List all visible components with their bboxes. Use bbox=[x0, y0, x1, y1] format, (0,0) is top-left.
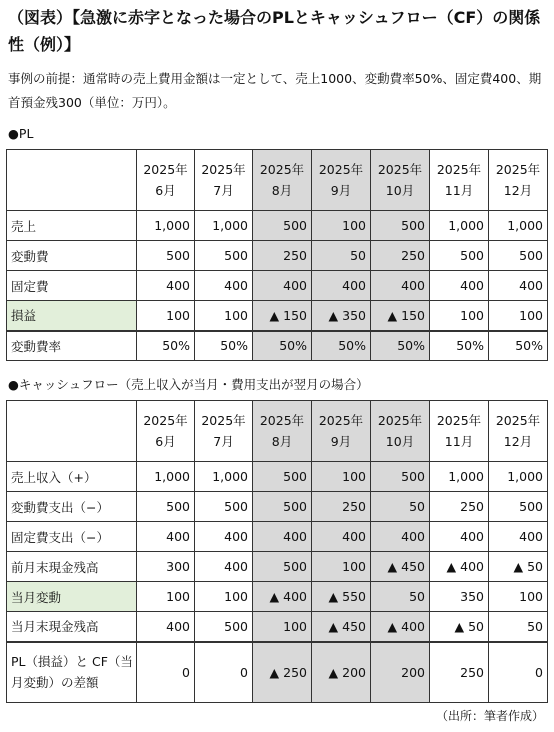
cell: 250 bbox=[312, 492, 371, 522]
cell: 50 bbox=[371, 492, 430, 522]
cell: 500 bbox=[253, 552, 312, 582]
cell: 400 bbox=[253, 271, 312, 301]
cell: ▲ 150 bbox=[371, 301, 430, 331]
cell: ▲ 400 bbox=[253, 582, 312, 612]
cf-header-dec: 2025年 12月 bbox=[489, 401, 548, 462]
row-label: 売上収入（+） bbox=[7, 462, 137, 492]
cf-header-nov: 2025年 11月 bbox=[430, 401, 489, 462]
cell: ▲ 450 bbox=[371, 552, 430, 582]
cell: ▲ 50 bbox=[489, 552, 548, 582]
cell: 350 bbox=[430, 582, 489, 612]
cell: 500 bbox=[253, 211, 312, 241]
cell: ▲ 450 bbox=[312, 612, 371, 642]
cell: ▲ 150 bbox=[253, 301, 312, 331]
pl-header-dec: 2025年 12月 bbox=[489, 150, 548, 211]
cell: ▲ 50 bbox=[430, 612, 489, 642]
cell: 400 bbox=[137, 522, 195, 552]
cell: 1,000 bbox=[489, 462, 548, 492]
cf-header-jul: 2025年 7月 bbox=[195, 401, 253, 462]
cell: 300 bbox=[137, 552, 195, 582]
cf-row-pl-cf-difference bbox=[7, 642, 548, 703]
cell: 1,000 bbox=[430, 462, 489, 492]
cell: 50% bbox=[489, 331, 548, 361]
cf-row-variable-cost-out bbox=[7, 492, 548, 522]
cell: 100 bbox=[430, 301, 489, 331]
cell: 100 bbox=[253, 612, 312, 642]
pl-header-corner bbox=[7, 150, 137, 211]
row-label: 固定費 bbox=[7, 271, 137, 301]
cell: 250 bbox=[430, 492, 489, 522]
cf-header-row bbox=[7, 401, 548, 462]
pl-header-jun: 2025年 6月 bbox=[137, 150, 195, 211]
cell: 50 bbox=[312, 241, 371, 271]
cell: 50% bbox=[430, 331, 489, 361]
cell: 50% bbox=[195, 331, 253, 361]
cell: 500 bbox=[195, 492, 253, 522]
cell: ▲ 200 bbox=[312, 642, 371, 703]
cell: 100 bbox=[195, 582, 253, 612]
cf-header-sep: 2025年 9月 bbox=[312, 401, 371, 462]
row-label: 固定費支出（−） bbox=[7, 522, 137, 552]
pl-header-row bbox=[7, 150, 548, 211]
cell: 400 bbox=[489, 271, 548, 301]
row-label: 当月変動 bbox=[7, 582, 137, 612]
cell: ▲ 250 bbox=[253, 642, 312, 703]
cell: 500 bbox=[371, 462, 430, 492]
cell: 500 bbox=[195, 612, 253, 642]
cell: ▲ 400 bbox=[430, 552, 489, 582]
cf-header-corner bbox=[7, 401, 137, 462]
row-label: 変動費支出（−） bbox=[7, 492, 137, 522]
cell: 50 bbox=[371, 582, 430, 612]
cell: 400 bbox=[195, 522, 253, 552]
cell: 400 bbox=[371, 271, 430, 301]
row-label: 前月末現金残高 bbox=[7, 552, 137, 582]
cell: 500 bbox=[137, 241, 195, 271]
cell: 400 bbox=[253, 522, 312, 552]
cell: 0 bbox=[137, 642, 195, 703]
cf-header-jun: 2025年 6月 bbox=[137, 401, 195, 462]
cell: ▲ 550 bbox=[312, 582, 371, 612]
cell: 500 bbox=[137, 492, 195, 522]
cell: ▲ 350 bbox=[312, 301, 371, 331]
cell: 400 bbox=[371, 522, 430, 552]
cf-row-fixed-cost-out bbox=[7, 522, 548, 552]
cell: 1,000 bbox=[195, 211, 253, 241]
premise-text: 事例の前提：通常時の売上費用金額は一定として、売上1000、変動費率50%、固定費400、期首預金残300（単位：万円）。 bbox=[8, 71, 542, 110]
cf-row-sales-income bbox=[7, 462, 548, 492]
pl-header-jul: 2025年 7月 bbox=[195, 150, 253, 211]
cell: 250 bbox=[371, 241, 430, 271]
pl-row-sales bbox=[7, 211, 548, 241]
cf-header-oct: 2025年 10月 bbox=[371, 401, 430, 462]
cell: 0 bbox=[195, 642, 253, 703]
cell: 100 bbox=[312, 211, 371, 241]
cell: 0 bbox=[489, 642, 548, 703]
pl-header-oct: 2025年 10月 bbox=[371, 150, 430, 211]
cell: 100 bbox=[312, 552, 371, 582]
cf-row-month-end-cash bbox=[7, 612, 548, 642]
cell: 1,000 bbox=[137, 462, 195, 492]
pl-table bbox=[6, 149, 548, 361]
pl-header-aug: 2025年 8月 bbox=[253, 150, 312, 211]
cell: 400 bbox=[430, 271, 489, 301]
pl-row-fixed-cost bbox=[7, 271, 548, 301]
pl-row-variable-cost bbox=[7, 241, 548, 271]
cell: 1,000 bbox=[137, 211, 195, 241]
cell: 1,000 bbox=[195, 462, 253, 492]
page-title: （図表）【急激に赤字となった場合のPLとキャッシュフロー（CF）の関係性（例）】 bbox=[8, 8, 541, 54]
cell: 1,000 bbox=[430, 211, 489, 241]
cell: 200 bbox=[371, 642, 430, 703]
cell: 500 bbox=[489, 492, 548, 522]
cell: 1,000 bbox=[489, 211, 548, 241]
cell: 50 bbox=[489, 612, 548, 642]
cf-row-prev-month-cash bbox=[7, 552, 548, 582]
cell: 100 bbox=[489, 301, 548, 331]
cell: ▲ 400 bbox=[371, 612, 430, 642]
row-label: 売上 bbox=[7, 211, 137, 241]
cell: 400 bbox=[195, 271, 253, 301]
cf-table bbox=[6, 400, 548, 703]
pl-row-profit-loss bbox=[7, 301, 548, 331]
cell: 250 bbox=[253, 241, 312, 271]
cell: 500 bbox=[253, 462, 312, 492]
cell: 50% bbox=[253, 331, 312, 361]
row-label: PL（損益）と CF（当月変動）の差額 bbox=[7, 642, 137, 703]
source-note: （出所：筆者作成） bbox=[435, 709, 544, 723]
cell: 500 bbox=[195, 241, 253, 271]
row-label: 変動費率 bbox=[7, 331, 137, 361]
cell: 400 bbox=[430, 522, 489, 552]
cell: 500 bbox=[253, 492, 312, 522]
cell: 400 bbox=[137, 271, 195, 301]
row-label: 当月末現金残高 bbox=[7, 612, 137, 642]
cell: 50% bbox=[312, 331, 371, 361]
pl-header-nov: 2025年 11月 bbox=[430, 150, 489, 211]
cf-header-aug: 2025年 8月 bbox=[253, 401, 312, 462]
cell: 400 bbox=[137, 612, 195, 642]
cell: 50% bbox=[371, 331, 430, 361]
pl-header-sep: 2025年 9月 bbox=[312, 150, 371, 211]
cell: 50% bbox=[137, 331, 195, 361]
cell: 100 bbox=[137, 301, 195, 331]
cell: 500 bbox=[371, 211, 430, 241]
cf-row-monthly-change bbox=[7, 582, 548, 612]
cell: 100 bbox=[489, 582, 548, 612]
cell: 100 bbox=[195, 301, 253, 331]
pl-section-label: ●PL bbox=[8, 126, 34, 141]
cell: 250 bbox=[430, 642, 489, 703]
cell: 100 bbox=[137, 582, 195, 612]
cell: 100 bbox=[312, 462, 371, 492]
cell: 400 bbox=[489, 522, 548, 552]
pl-row-variable-cost-ratio bbox=[7, 331, 548, 361]
cell: 500 bbox=[430, 241, 489, 271]
row-label: 損益 bbox=[7, 301, 137, 331]
cell: 400 bbox=[312, 271, 371, 301]
cell: 400 bbox=[312, 522, 371, 552]
cell: 400 bbox=[195, 552, 253, 582]
cf-section-label: ●キャッシュフロー（売上収入が当月・費用支出が翌月の場合） bbox=[8, 377, 369, 392]
cell: 500 bbox=[489, 241, 548, 271]
row-label: 変動費 bbox=[7, 241, 137, 271]
